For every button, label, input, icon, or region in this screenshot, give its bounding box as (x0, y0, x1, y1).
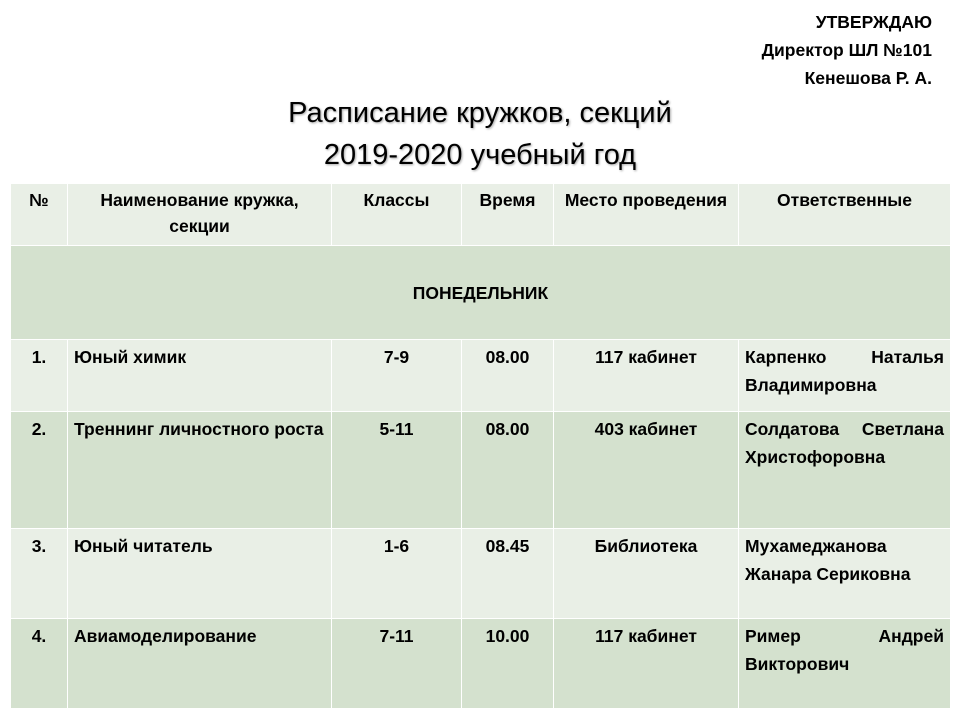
header-time: Время (462, 184, 554, 246)
row-name: Треннинг личностного роста (68, 412, 332, 529)
header-num: № (11, 184, 68, 246)
table-row (11, 619, 951, 709)
table-row (11, 412, 951, 529)
row-num: 4. (11, 619, 68, 709)
table-header-row (11, 184, 951, 246)
row-place: 117 кабинет (554, 340, 739, 412)
schedule-table (10, 183, 951, 709)
approval-block (762, 8, 932, 92)
approval-position: Директор ШЛ №101 (761, 40, 932, 60)
row-name: Юный химик (68, 340, 332, 412)
row-num: 2. (11, 412, 68, 529)
title-line-2: 2019-2020 учебный год (323, 139, 637, 171)
row-responsible: Солдатова Светлана Христофоровна (739, 412, 951, 529)
row-place: 403 кабинет (554, 412, 739, 529)
row-name: Авиамоделирование (68, 619, 332, 709)
header-responsible: Ответственные (739, 184, 951, 246)
day-row (11, 246, 951, 340)
approval-title: УТВЕРЖДАЮ (815, 12, 932, 32)
row-time: 08.00 (462, 340, 554, 412)
row-classes: 7-11 (332, 619, 462, 709)
row-num: 1. (11, 340, 68, 412)
row-name: Юный читатель (68, 529, 332, 619)
row-place: 117 кабинет (554, 619, 739, 709)
day-label: ПОНЕДЕЛЬНИК (11, 246, 951, 340)
row-responsible: Карпенко Наталья Владимировна (739, 340, 951, 412)
title-line-1: Расписание кружков, секций (288, 97, 672, 129)
row-time: 08.45 (462, 529, 554, 619)
table-row (11, 529, 951, 619)
header-classes: Классы (332, 184, 462, 246)
row-classes: 7-9 (332, 340, 462, 412)
page-title (0, 92, 960, 176)
row-classes: 1-6 (332, 529, 462, 619)
row-classes: 5-11 (332, 412, 462, 529)
row-responsible: Мухамеджанова Жанара Сериковна (739, 529, 951, 619)
table-row (11, 340, 951, 412)
header-place: Место проведения (554, 184, 739, 246)
row-responsible: Ример Андрей Викторович (739, 619, 951, 709)
row-num: 3. (11, 529, 68, 619)
row-time: 10.00 (462, 619, 554, 709)
row-place: Библиотека (554, 529, 739, 619)
row-time: 08.00 (462, 412, 554, 529)
header-name: Наименование кружка, секции (68, 184, 332, 246)
approval-person: Кенешова Р. А. (804, 68, 932, 88)
